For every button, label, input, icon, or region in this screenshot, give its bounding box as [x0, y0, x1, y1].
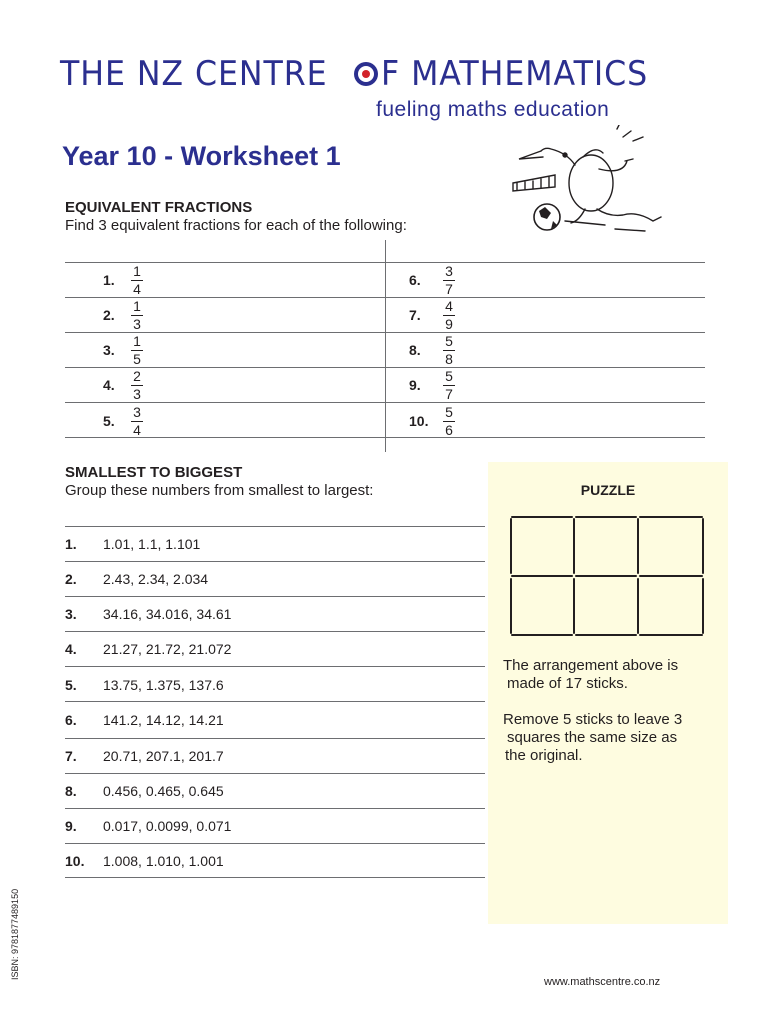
- numerator: 2: [133, 368, 141, 384]
- fraction: [131, 264, 143, 297]
- worksheet-title: Year 10 - Worksheet 1: [62, 141, 341, 171]
- ordering-rule: [65, 877, 485, 878]
- denominator: 4: [133, 422, 141, 438]
- brand-title: [60, 54, 668, 94]
- ordering-item-label: 1.: [65, 536, 77, 552]
- ordering-item-label: 3.: [65, 606, 77, 622]
- tagline: fueling maths education: [376, 98, 610, 121]
- website-link[interactable]: www.mathscentre.co.nz: [544, 976, 661, 988]
- ordering-rule: [65, 701, 485, 702]
- numerator: 5: [445, 404, 453, 420]
- ordering-rule: [65, 808, 485, 809]
- denominator: 3: [133, 316, 141, 332]
- stick-puzzle-grid: [510, 515, 704, 637]
- denominator: 5: [133, 351, 141, 367]
- denominator: 9: [445, 316, 453, 332]
- brand-title-part2: F MATHEMATICS: [380, 54, 648, 94]
- fraction-label: 9.: [409, 377, 421, 393]
- ordering-item-text: 1.01, 1.1, 1.101: [103, 536, 201, 552]
- ordering-item-label: 6.: [65, 712, 77, 728]
- denominator: 3: [133, 386, 141, 402]
- ordering-rule: [65, 666, 485, 667]
- ordering-rule: [65, 561, 485, 562]
- fraction: [443, 405, 455, 438]
- ordering-item-text: 13.75, 1.375, 137.6: [103, 677, 224, 693]
- ordering-item-text: 141.2, 14.12, 14.21: [103, 712, 224, 728]
- ordering-item-text: 1.008, 1.010, 1.001: [103, 853, 224, 869]
- roundel-o-icon: [354, 62, 378, 86]
- fraction: [443, 299, 455, 332]
- equivalent-fractions-heading: EQUIVALENT FRACTIONS: [65, 199, 253, 216]
- puzzle-text: the original.: [505, 747, 583, 764]
- puzzle-title: PUZZLE: [580, 482, 636, 498]
- ordering-item-label: 7.: [65, 748, 77, 764]
- ordering-item-label: 4.: [65, 641, 77, 657]
- fraction: [131, 369, 143, 402]
- numerator: 5: [445, 368, 453, 384]
- denominator: 7: [445, 386, 453, 402]
- ordering-item-label: 5.: [65, 677, 77, 693]
- ordering-item-label: 10.: [65, 853, 85, 869]
- ordering-item-label: 2.: [65, 571, 77, 587]
- smallest-to-biggest-instruction: Group these numbers from smallest to largest:: [65, 482, 374, 499]
- smallest-to-biggest-heading: SMALLEST TO BIGGEST: [65, 464, 243, 481]
- puzzle-text: made of 17 sticks.: [507, 675, 628, 692]
- equivalent-fractions-instruction: Find 3 equivalent fractions for each of the following:: [65, 217, 407, 234]
- fraction: [131, 405, 143, 438]
- ordering-item-label: 8.: [65, 783, 77, 799]
- ordering-item-text: 34.16, 34.016, 34.61: [103, 606, 232, 622]
- denominator: 6: [445, 422, 453, 438]
- fraction-label: 7.: [409, 307, 421, 323]
- ordering-item-text: 20.71, 207.1, 201.7: [103, 748, 224, 764]
- fraction: [131, 299, 143, 332]
- fraction-label: 5.: [103, 413, 115, 429]
- ordering-item-text: 0.017, 0.0099, 0.071: [103, 818, 232, 834]
- ordering-rule: [65, 738, 485, 739]
- ordering-rule: [65, 526, 485, 527]
- denominator: 8: [445, 351, 453, 367]
- fraction-label: 1.: [103, 272, 115, 288]
- brand-title-part1: THE NZ CENTRE: [60, 54, 328, 94]
- fraction: [443, 369, 455, 402]
- fraction-label: 4.: [103, 377, 115, 393]
- numerator: 4: [445, 298, 453, 314]
- fraction-label: 3.: [103, 342, 115, 358]
- numerator: 1: [133, 263, 141, 279]
- puzzle-text: Remove 5 sticks to leave 3: [503, 711, 683, 728]
- puzzle-text: squares the same size as: [507, 729, 678, 746]
- numerator: 3: [133, 404, 141, 420]
- ordering-rule: [65, 843, 485, 844]
- ordering-rule: [65, 631, 485, 632]
- denominator: 4: [133, 281, 141, 297]
- ordering-item-text: 21.27, 21.72, 21.072: [103, 641, 232, 657]
- numerator: 1: [133, 298, 141, 314]
- fraction-label: 6.: [409, 272, 421, 288]
- ordering-rule: [65, 596, 485, 597]
- fraction-label: 8.: [409, 342, 421, 358]
- fraction-label: 10.: [409, 413, 429, 429]
- kiwi-soccer-cartoon-icon: [505, 125, 670, 237]
- ordering-rule: [65, 773, 485, 774]
- ordering-item-text: 2.43, 2.34, 2.034: [103, 571, 209, 587]
- puzzle-text: The arrangement above is: [503, 657, 679, 674]
- ordering-item-label: 9.: [65, 818, 77, 834]
- numerator: 5: [445, 333, 453, 349]
- numerator: 3: [445, 263, 453, 279]
- ordering-item-text: 0.456, 0.465, 0.645: [103, 783, 224, 799]
- fraction-column-divider: [385, 240, 386, 452]
- fraction: [443, 334, 455, 367]
- fraction: [443, 264, 455, 297]
- fraction-label: 2.: [103, 307, 115, 323]
- denominator: 7: [445, 281, 453, 297]
- isbn: ISBN: 9781877489150: [10, 888, 20, 980]
- fraction: [131, 334, 143, 367]
- numerator: 1: [133, 333, 141, 349]
